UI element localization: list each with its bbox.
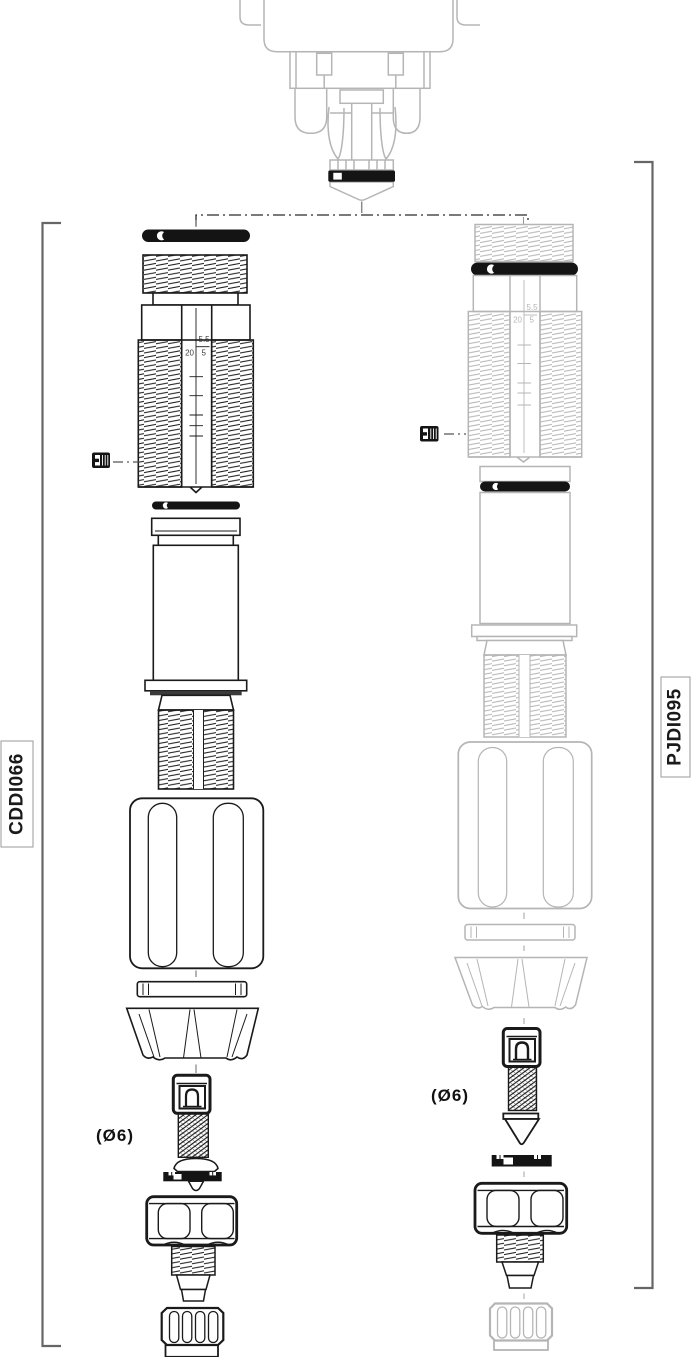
left-part-number: CDDI066 bbox=[6, 753, 28, 835]
piston-cylinder-left bbox=[145, 518, 247, 695]
ring-right bbox=[465, 925, 575, 941]
machine-funnel bbox=[330, 182, 393, 200]
cone-funnel-right bbox=[455, 958, 587, 1010]
tip-cone-right bbox=[503, 1114, 539, 1145]
grip-nut-right bbox=[458, 742, 591, 909]
machine-bracket-walls bbox=[296, 52, 424, 89]
dosing-body-left bbox=[138, 305, 253, 493]
scale-20-left: 20 bbox=[185, 348, 194, 358]
ribbed-cap-right bbox=[490, 1304, 552, 1351]
coil-shank-right bbox=[509, 1067, 537, 1111]
threaded-tube-left bbox=[159, 695, 234, 789]
threaded-tube-right bbox=[484, 641, 566, 738]
o-ring-mid-right bbox=[480, 482, 570, 492]
machine-body bbox=[264, 0, 453, 52]
label-box-right bbox=[661, 677, 690, 777]
diameter-note-right: (Ø6) bbox=[431, 1086, 469, 1105]
hex-nut-right bbox=[475, 1183, 567, 1233]
machine-flange bbox=[330, 160, 393, 170]
machine-seal-band bbox=[328, 171, 395, 182]
right-part-number: PJDI095 bbox=[664, 688, 686, 766]
set-screw-left bbox=[92, 453, 110, 469]
diameter-note-left: (Ø6) bbox=[96, 1126, 134, 1145]
injection-fitting-right bbox=[503, 1029, 540, 1111]
cone-funnel-left bbox=[127, 1008, 259, 1059]
o-ring-mid-left bbox=[152, 502, 240, 510]
seal-band-left bbox=[163, 1172, 221, 1181]
nozzle-right bbox=[497, 1235, 544, 1288]
ring-left bbox=[137, 982, 246, 997]
coil-shank-left bbox=[178, 1113, 208, 1157]
machine-tusk-left bbox=[328, 107, 344, 159]
threaded-collar-left bbox=[143, 255, 247, 293]
machine-bracket bbox=[290, 52, 430, 89]
machine-right-tab bbox=[457, 0, 480, 25]
machine-left-tab bbox=[240, 0, 261, 25]
umbrella-valve-left bbox=[174, 1159, 218, 1172]
o-ring-top-right bbox=[471, 263, 578, 276]
nozzle-left bbox=[172, 1247, 215, 1302]
assembly-right bbox=[420, 217, 592, 1350]
threaded-collar-right bbox=[475, 225, 573, 262]
collar-neck-left bbox=[153, 293, 238, 305]
machine-t-stem bbox=[352, 103, 372, 160]
machine-prong-right bbox=[393, 88, 420, 133]
scale-20-right: 20 bbox=[513, 315, 522, 325]
piston-cylinder-right bbox=[472, 493, 577, 641]
bracket-left bbox=[43, 223, 62, 1346]
scale-5-right: 5 bbox=[529, 315, 534, 325]
seal-band-right bbox=[492, 1155, 552, 1167]
machine-prong-left bbox=[295, 88, 327, 133]
injection-fitting-left bbox=[173, 1075, 210, 1157]
dosing-body-right bbox=[468, 276, 582, 463]
cylinder-cap-right bbox=[480, 467, 570, 482]
machine-bolt-right bbox=[388, 53, 403, 75]
scale-5-left: 5 bbox=[201, 348, 206, 358]
assembly-left bbox=[92, 220, 263, 1357]
scale-max-right: 5.5 bbox=[526, 303, 538, 312]
hex-nut-left bbox=[147, 1197, 237, 1245]
grip-nut-left bbox=[130, 798, 263, 968]
label-box-left bbox=[1, 741, 33, 847]
bracket-right bbox=[634, 162, 653, 1288]
o-ring-top-left bbox=[142, 230, 250, 243]
scale-max-left: 5.5 bbox=[198, 335, 210, 344]
set-screw-right bbox=[420, 426, 439, 442]
ribbed-cap-left bbox=[162, 1308, 224, 1357]
valve-cone-left bbox=[189, 1181, 204, 1190]
machine-t-bar bbox=[340, 90, 383, 103]
machine-bolt-left bbox=[317, 53, 332, 75]
